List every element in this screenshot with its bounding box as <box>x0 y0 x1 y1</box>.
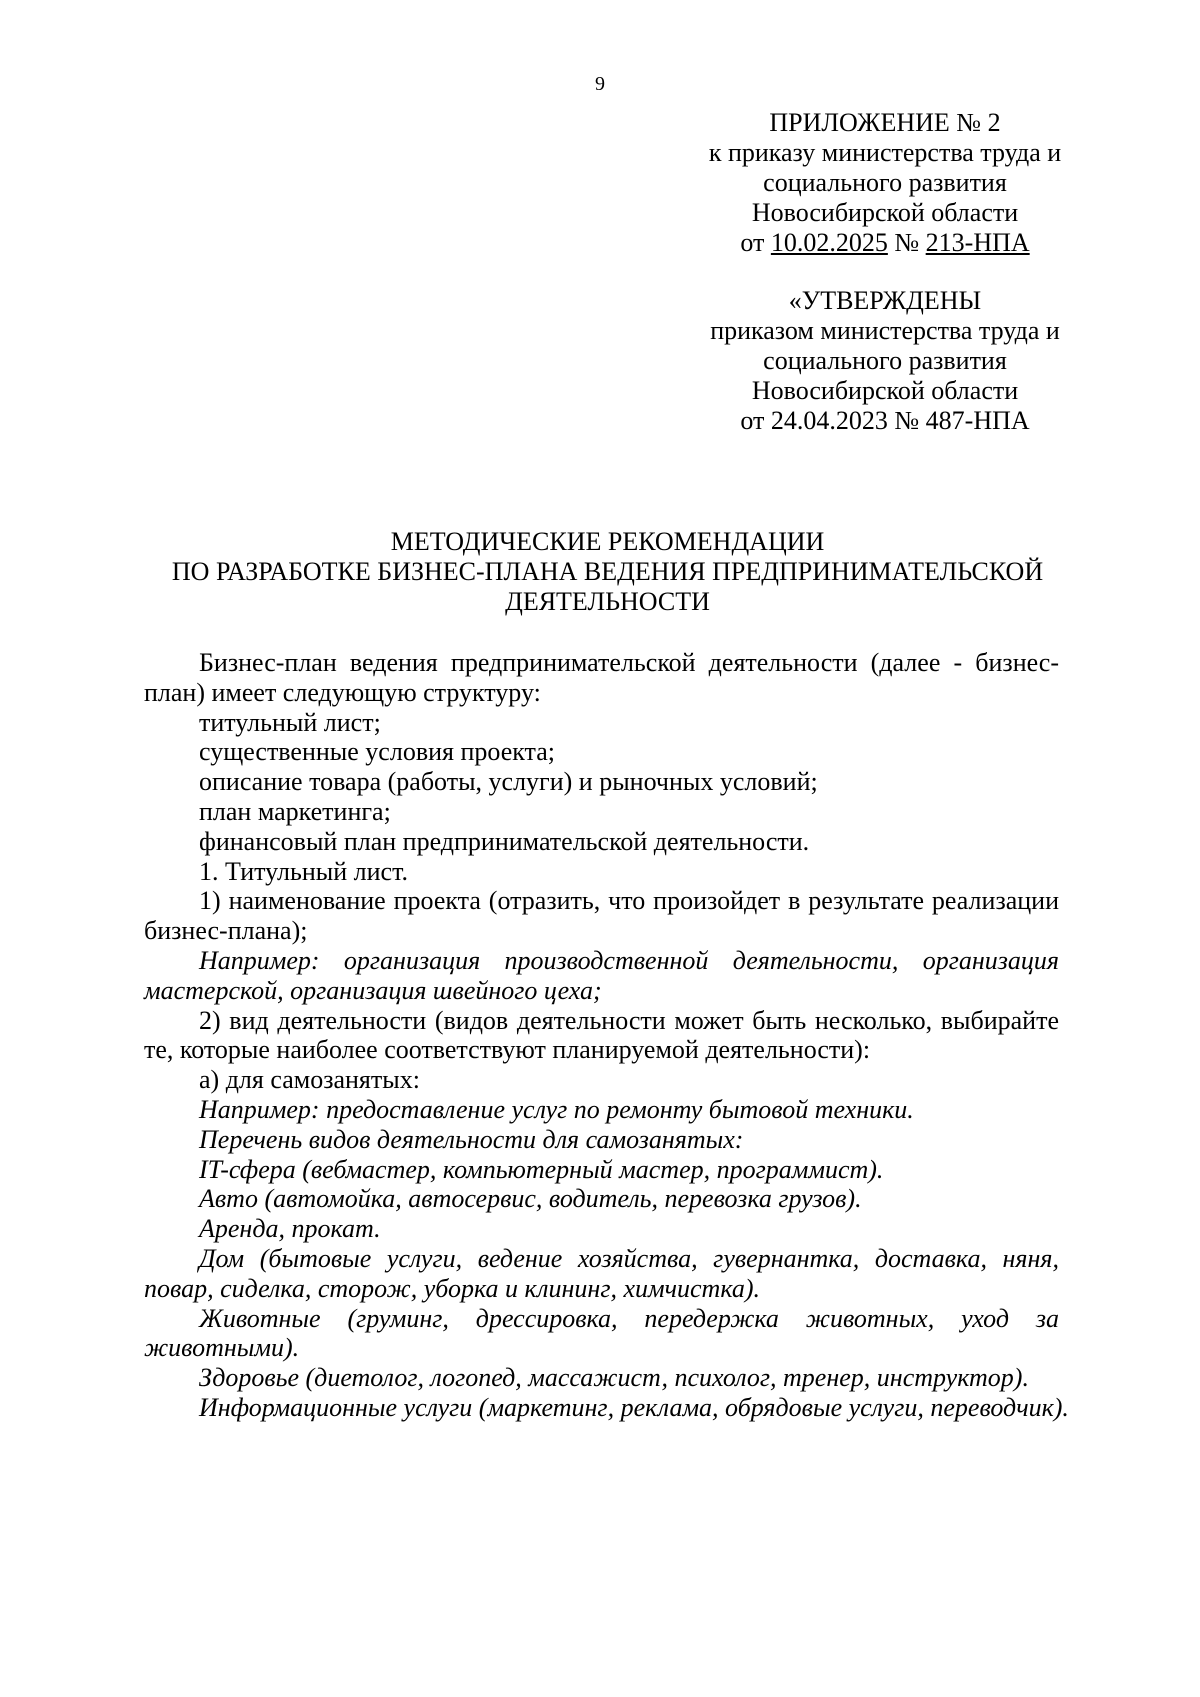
order-date: 10.02.2025 <box>770 228 888 257</box>
list-item: описание товара (работы, услуги) и рыночных условий; <box>199 767 818 797</box>
example-paragraph: Здоровье (диетолог, логопед, массажист, психолог, тренер, инструктор). <box>199 1363 1029 1393</box>
title-line: ПО РАЗРАБОТКЕ БИЗНЕС-ПЛАНА ВЕДЕНИЯ ПРЕДПРИНИМАТЕЛЬСКОЙ <box>171 557 1044 586</box>
list-item: титульный лист; <box>199 707 381 737</box>
document-title <box>120 527 1095 617</box>
example-paragraph: Например: предоставление услуг по ремонту бытовой техники. <box>199 1094 914 1124</box>
appendix-title: ПРИЛОЖЕНИЕ № 2 <box>769 108 1001 137</box>
document-body <box>144 648 1069 1423</box>
title-line: ДЕЯТЕЛЬНОСТИ <box>505 587 710 616</box>
approved-title: «УТВЕРЖДЕНЫ <box>788 286 982 315</box>
example-paragraph: Авто (автомойка, автосервис, водитель, перевозка грузов). <box>199 1184 862 1214</box>
approved-header <box>680 286 1090 436</box>
appendix-line: Новосибирской области <box>751 198 1019 227</box>
number-sign: № <box>894 228 920 257</box>
section-heading: 1. Титульный лист. <box>199 856 408 886</box>
order-number: 213-НПА <box>925 228 1030 257</box>
page-number: 9 <box>595 73 605 95</box>
paragraph: 2) вид деятельности (видов деятельности может быть несколько, выбирайте те, которые наиболее соответствуют планируемой деятельности): <box>144 1005 1059 1065</box>
example-paragraph: Например: организация производственной деятельности, организация мастерской, организация швейного цеха; <box>144 945 1059 1005</box>
date-prefix: от <box>740 228 765 257</box>
appendix-header <box>680 108 1090 258</box>
paragraph: а) для самозанятых: <box>199 1065 420 1095</box>
appendix-date-line <box>680 228 1090 258</box>
approved-line: от 24.04.2023 № 487-НПА <box>740 406 1030 435</box>
example-paragraph: Перечень видов деятельности для самозанятых: <box>199 1124 744 1154</box>
example-paragraph: Аренда, прокат. <box>199 1214 381 1244</box>
example-paragraph: IT-сфера (вебмастер, компьютерный мастер, программист). <box>199 1154 884 1184</box>
example-paragraph: Дом (бытовые услуги, ведение хозяйства, гувернантка, доставка, няня, повар, сиделка, сторож, уборка и клининг, химчистка). <box>144 1243 1059 1303</box>
appendix-line: социального развития <box>763 168 1007 197</box>
paragraph: Бизнес-план ведения предпринимательской деятельности (далее - бизнес-план) имеет следующую структуру: <box>144 648 1059 707</box>
approved-line: приказом министерства труда и <box>710 316 1060 345</box>
appendix-line: к приказу министерства труда и <box>708 138 1062 167</box>
approved-line: Новосибирской области <box>751 376 1019 405</box>
example-paragraph: Животные (груминг, дрессировка, передержка животных, уход за животными). <box>144 1303 1059 1363</box>
list-item: существенные условия проекта; <box>199 737 555 767</box>
approved-line: социального развития <box>763 346 1007 375</box>
list-item: финансовый план предпринимательской деятельности. <box>199 826 810 856</box>
paragraph: 1) наименование проекта (отразить, что произойдет в результате реализации бизнес-плана); <box>144 886 1059 946</box>
title-line: МЕТОДИЧЕСКИЕ РЕКОМЕНДАЦИИ <box>390 527 825 556</box>
list-item: план маркетинга; <box>199 796 391 826</box>
example-paragraph: Информационные услуги (маркетинг, реклама, обрядовые услуги, переводчик). <box>199 1392 1069 1422</box>
